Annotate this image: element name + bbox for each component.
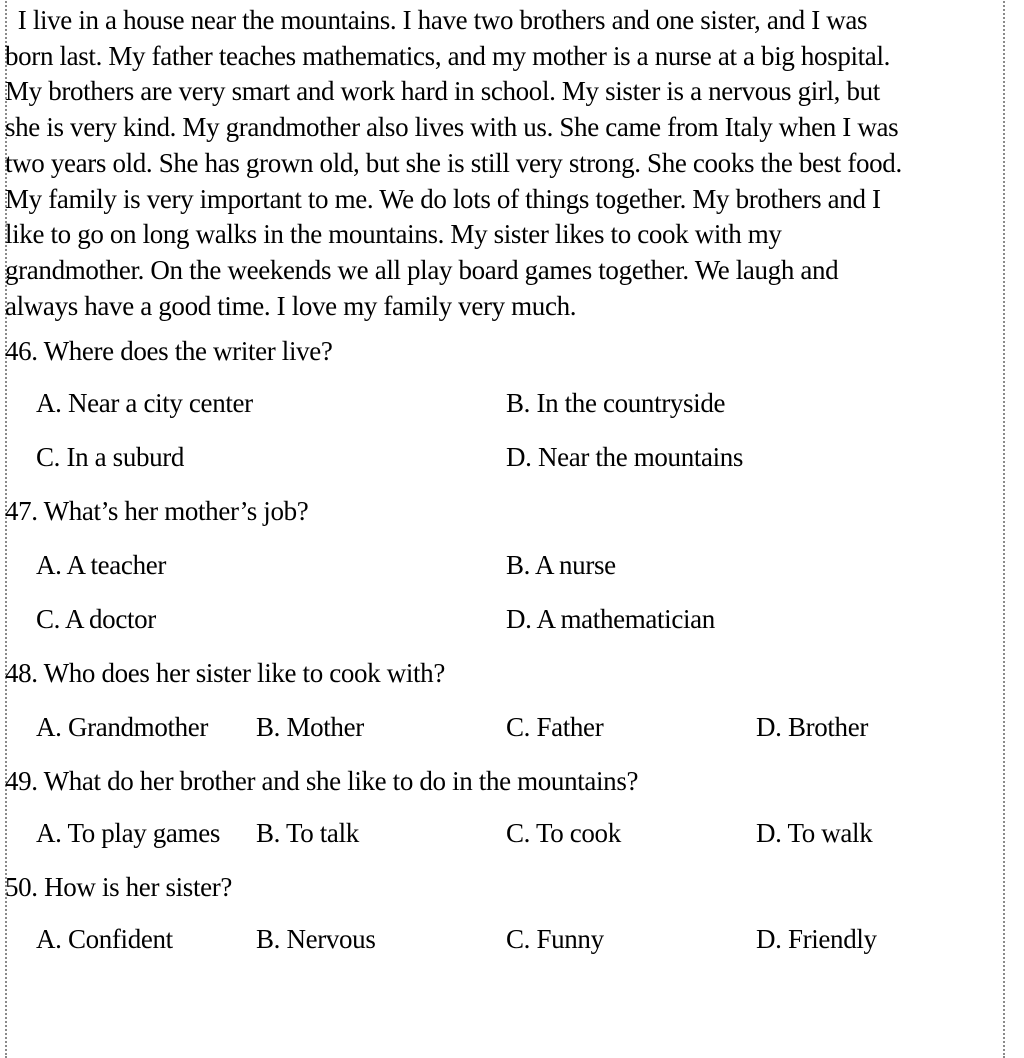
option-a: A. Grandmother [36, 712, 209, 743]
question-48 [5, 658, 1015, 712]
passage-line: always have a good time. I love my family very much. [5, 290, 577, 321]
option-c: C. To cook [506, 818, 621, 849]
question-stem: 49. What do her brother and she like to do in the mountains? [5, 766, 639, 797]
options-row [5, 550, 1015, 604]
question-47 [5, 496, 1015, 550]
passage-line: she is very kind. My grandmother also lives with us. She came from Italy when I was [5, 112, 899, 143]
option-a: A. Confident [36, 924, 173, 955]
option-a: A. To play games [36, 818, 220, 849]
option-d: D. Near the mountains [506, 442, 744, 473]
option-d: D. Brother [756, 712, 868, 743]
option-b: B. Nervous [256, 924, 376, 955]
passage-line: My brothers are very smart and work hard in school. My sister is a nervous girl, but [5, 76, 880, 107]
question-stem: 50. How is her sister? [5, 872, 233, 903]
option-a: A. Near a city center [36, 388, 253, 419]
passage-line: I live in a house near the mountains. I have two brothers and one sister, and I was [5, 5, 868, 35]
options-row [5, 604, 1015, 658]
option-c: C. A doctor [36, 604, 156, 635]
question-49 [5, 766, 1015, 818]
option-c: C. Father [506, 712, 604, 743]
option-c: C. Funny [506, 924, 604, 955]
options-row [5, 712, 1015, 766]
passage-line: like to go on long walks in the mountains. My sister likes to cook with my [5, 219, 782, 250]
passage-line: grandmother. On the weekends we all play board games together. We laugh and [5, 254, 839, 285]
option-b: B. A nurse [506, 550, 616, 581]
options-row [5, 388, 1015, 442]
option-b: B. To talk [256, 818, 359, 849]
options-row [5, 924, 1015, 978]
question-stem: 46. Where does the writer live? [5, 336, 333, 367]
passage-line: My family is very important to me. We do lots of things together. My brothers and I [5, 183, 881, 214]
option-a: A. A teacher [36, 550, 166, 581]
option-d: D. Friendly [756, 924, 877, 955]
passage-line: two years old. She has grown old, but she is still very strong. She cooks the best food. [5, 147, 902, 178]
question-46 [5, 336, 1015, 388]
question-50 [5, 872, 1015, 924]
question-stem: 47. What’s her mother’s job? [5, 496, 309, 527]
option-c: C. In a suburd [36, 442, 185, 473]
question-stem: 48. Who does her sister like to cook with? [5, 658, 445, 689]
option-d: D. A mathematician [506, 604, 715, 635]
option-d: D. To walk [756, 818, 873, 849]
passage-line: born last. My father teaches mathematics, and my mother is a nurse at a big hospital. [5, 40, 890, 71]
options-row [5, 442, 1015, 496]
document-content [5, 0, 1015, 978]
option-b: B. In the countryside [506, 388, 726, 419]
options-row [5, 818, 1015, 872]
reading-passage [5, 0, 1015, 324]
option-b: B. Mother [256, 712, 364, 743]
